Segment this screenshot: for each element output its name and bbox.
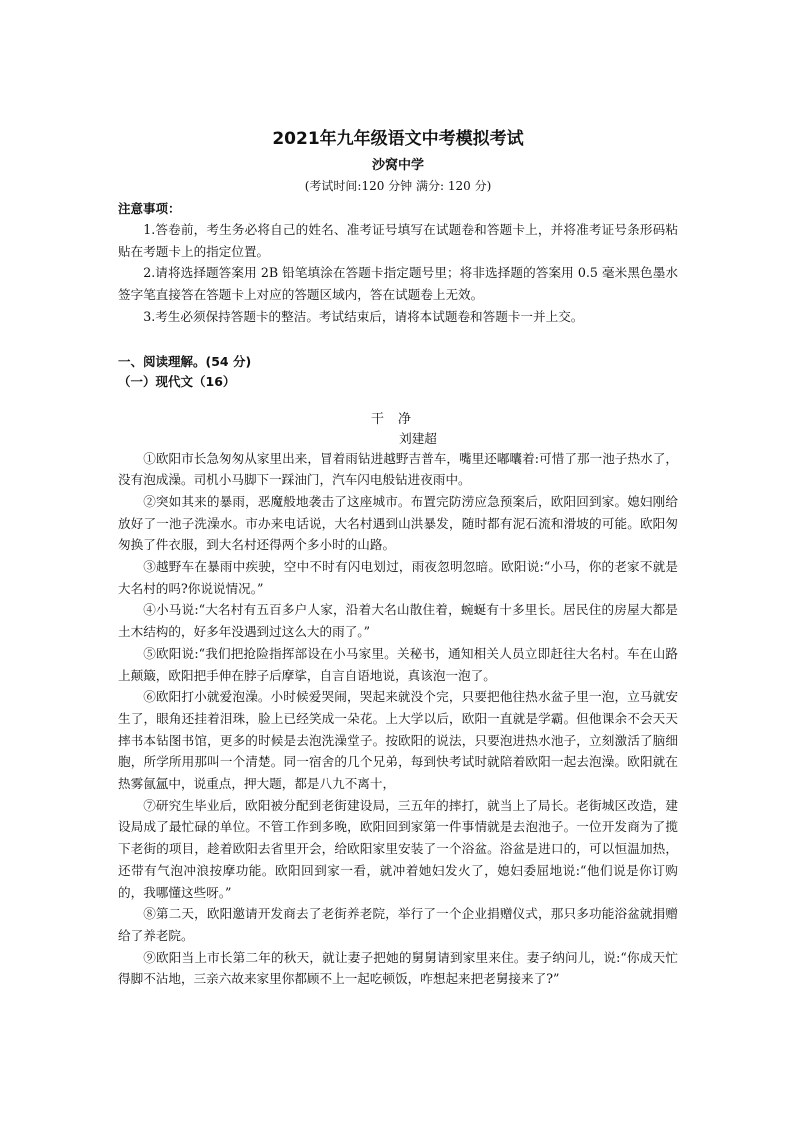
notice-item: 3.考生必须保持答题卡的整洁。考试结束后，请将本试题卷和答题卡一并上交。 xyxy=(143,308,584,324)
article-paragraph: ②突如其来的暴雨，恶魔般地袭击了这座城市。布置完防涝应急预案后，欧阳回到家。媳妇刚给放好了一池子洗澡水。市办来电话说，大名村遇到山洪暴发，随时都有泥石流和滑坡的可能。欧阳匆匆换了件衣服，到大名村还得两个多小时的山路。 xyxy=(118,493,678,553)
article xyxy=(118,410,678,991)
article-paragraph: ⑦研究生毕业后，欧阳被分配到老街建设局，三五年的摔打，就当上了局长。老街城区改造，建设局成了最忙碌的单位。不管工作到多晚，欧阳回到家第一件事情就是去泡池子。一位开发商为了揽下老街的项目，趁着欧阳去省里开会，给欧阳家里安装了一个浴盆。浴盆是进口的，可以恒温加热，还带有气泡冲浪按摩功能。欧阳回到家一看，就冲着她妇发火了，媳妇委屈地说:“他们说是你订购的，我哪懂这些呀。” xyxy=(118,797,678,900)
notice-item: 2.请将选择题答案用 2B 铅笔填涂在答题卡指定题号里；将非选择题的答案用 0.5 毫米黑色墨水签字笔直接答在答题卡上对应的答题区域内，答在试题卷上无效。 xyxy=(118,265,678,303)
article-paragraph: ③越野车在暴雨中疾驶，空中不时有闪电划过，雨夜忽明忽暗。欧阳说:“小马，你的老家不就是大名村的吗?你说说情况。” xyxy=(118,559,678,596)
article-paragraph: ⑤欧阳说:“我们把抢险指挥部设在小马家里。关秘书，通知相关人员立即赶往大名村。车在山路上颠簸，欧阳把手伸在脖子后摩挲，自言自语地说，真该泡一泡了。 xyxy=(118,645,678,683)
notice-heading: 注意事项： xyxy=(118,201,181,216)
article-paragraph: ⑧第二天，欧阳邀请开发商去了老街养老院，举行了一个企业捐赠仪式，那只多功能浴盆就捐赠给了养老院。 xyxy=(118,906,678,943)
article-paragraph: ④小马说:“大名村有五百多户人家，沿着大名山散住着，蜿蜒有十多里长。居民住的房屋大都是土木结构的，好多年没遇到过这么大的雨了。” xyxy=(118,602,678,640)
exam-info: (考试时间:120 分钟 满分: 120 分) xyxy=(304,179,492,193)
exam-title: 2021年九年级语文中考模拟考试 xyxy=(272,129,524,149)
article-paragraph: ⑥欧阳打小就爱泡澡。小时候爱哭闹，哭起来就没个完，只要把他往热水盆子里一泡，立马就安生了，眼角还挂着泪珠，脸上已经笑成一朵花。上大学以后，欧阳一直就是学霸。但他课余不会天天摔书本钻图书馆，更多的时候是去泡洗澡堂子。按欧阳的说法，只要泡进热水池子，立刻激活了脑细胞，所学所用那叫一个清楚。同一宿舍的几个兄弟，每到快考试时就陪着欧阳一起去泡澡。欧阳就在热雾氤氲中，说重点，押大题，都是八九不离十， xyxy=(118,689,678,792)
notice-item: 1.答卷前，考生务必将自己的姓名、准考证号填写在试题卷和答题卡上，并将准考证号条形码粘贴在考题卡上的指定位置。 xyxy=(118,222,678,259)
sub-heading: （一）现代文（16） xyxy=(118,373,236,389)
article-paragraph: ①欧阳市长急匆匆从家里出来，冒着雨钻进越野吉普车，嘴里还嘟囔着:可惜了那一池子热水了，没有泡成澡。司机小马脚下一踩油门，汽车闪电般钻进夜雨中。 xyxy=(118,450,678,488)
school-name: 沙窝中学 xyxy=(371,158,424,173)
part-heading: 一、阅读理解。(54 分) xyxy=(118,353,252,369)
article-title: 干净 xyxy=(370,411,425,427)
article-paragraph: ⑨欧阳当上市长第二年的秋天，就让妻子把她的舅舅请到家里来住。妻子纳问儿，说:“你成天忙得脚不沾地，三亲六故来家里你都顾不上一起吃顿饭，咋想起来把老舅接来了?” xyxy=(118,949,678,987)
exam-page xyxy=(118,128,678,990)
notice-section xyxy=(118,199,678,328)
article-author: 刘建超 xyxy=(399,430,437,446)
